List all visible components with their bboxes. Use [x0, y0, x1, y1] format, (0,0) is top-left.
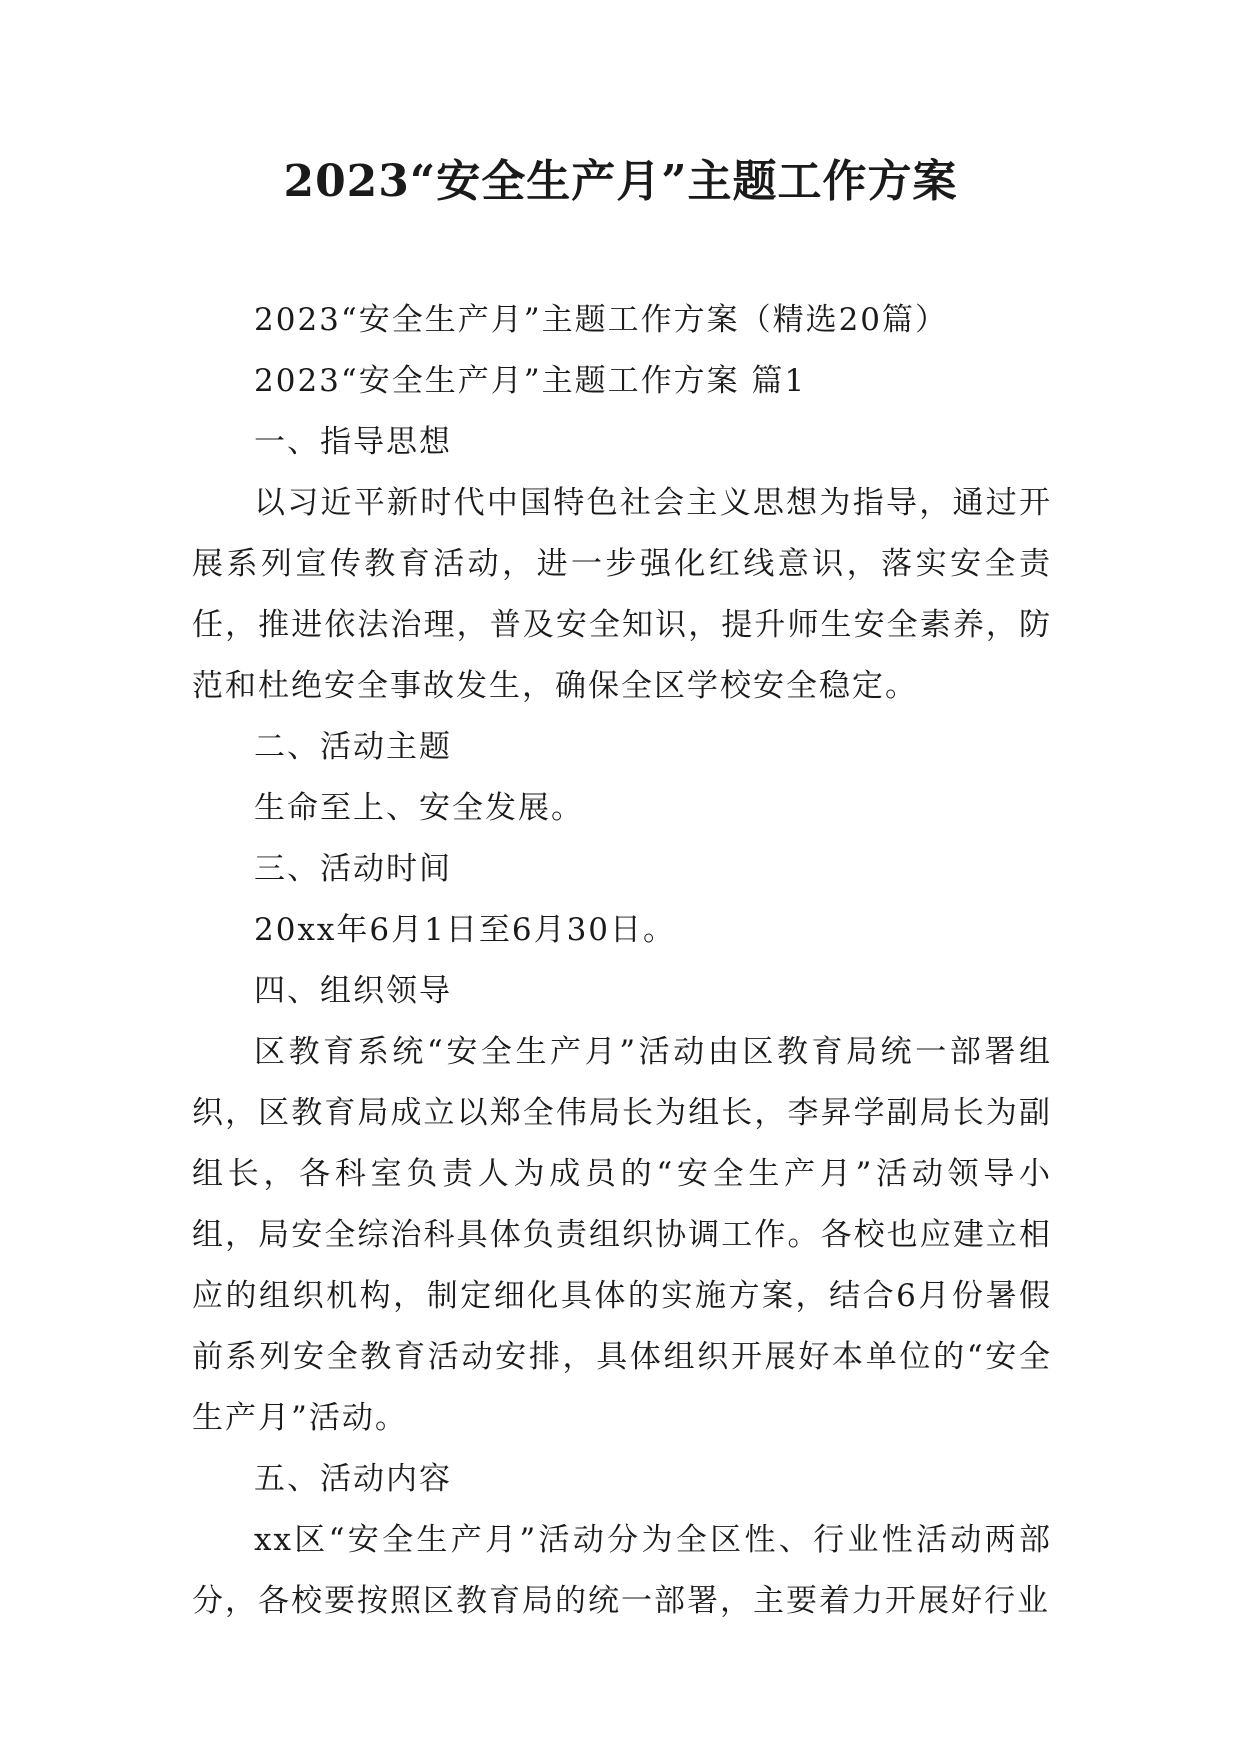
- document-title: 2023“安全生产月”主题工作方案: [283, 156, 958, 207]
- heading-activity-content: 五、活动内容: [254, 1461, 452, 1497]
- heading-guiding-thought: 一、指导思想: [254, 424, 452, 460]
- heading-organization: 四、组织领导: [254, 973, 452, 1009]
- activity-theme-paragraph: 生命至上、安全发展。: [254, 790, 584, 826]
- organization-paragraph: 区教育系统“安全生产月”活动由区教育局统一部署组织，区教育局成立以郑全伟局长为组长，李昇学副局长为副组长，各科室负责人为成员的“安全生产月”活动领导小组，局安全综治科具体负责组织协调工作。各校也应建立相应的组织机构，制定细化具体的实施方案，结合6月份暑假前系列安全教育活动安排，具体组织开展好本单位的“安全生产月”活动。: [192, 1034, 1052, 1436]
- activity-time-paragraph: 20xx年6月1日至6月30日。: [254, 912, 677, 948]
- guiding-thought-paragraph: 以习近平新时代中国特色社会主义思想为指导，通过开展系列宣传教育活动，进一步强化红线意识，落实安全责任，推进依法治理，普及安全知识，提升师生安全素养，防范和杜绝安全事故发生，确保全区学校安全稳定。: [192, 485, 1052, 704]
- heading-activity-theme: 二、活动主题: [254, 729, 452, 765]
- document-body: [192, 290, 1052, 1632]
- section-title-paragraph: 2023“安全生产月”主题工作方案 篇1: [254, 363, 807, 399]
- subtitle-paragraph: 2023“安全生产月”主题工作方案（精选20篇）: [254, 302, 949, 338]
- heading-activity-time: 三、活动时间: [254, 851, 452, 887]
- activity-content-paragraph: xx区“安全生产月”活动分为全区性、行业性活动两部分，各校要按照区教育局的统一部署，主要着力开展好行业: [192, 1522, 1052, 1619]
